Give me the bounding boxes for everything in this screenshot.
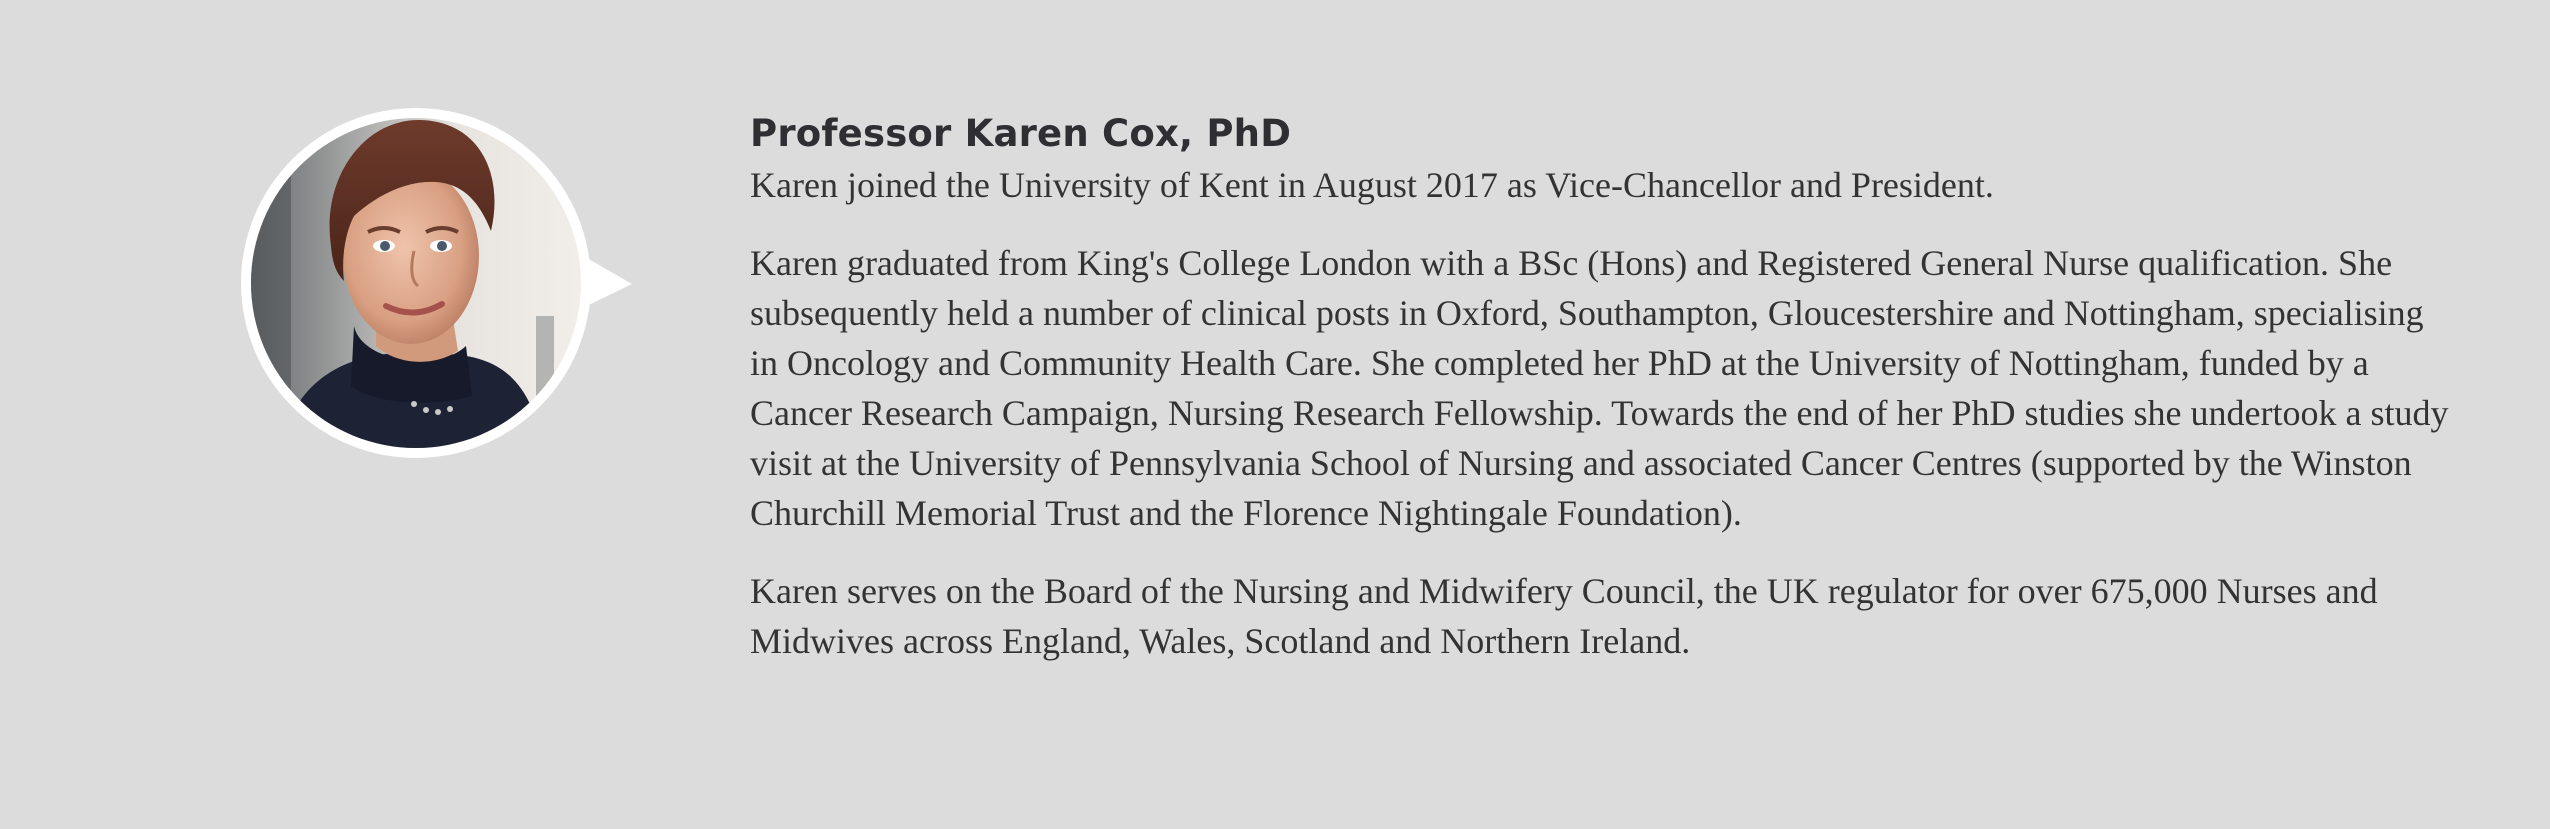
profile-photo (236, 106, 636, 466)
bio-paragraph-2: Karen graduated from King's College London with a BSc (Hons) and Registered General Nurse qualification. She subsequently held a number of clinical posts in Oxford, Southampton, Gloucestershire and Nottingham, specialising in Oncology and Community Health Care. She completed her PhD at the University of Nottingham, funded by a Cancer Research Campaign, Nursing Research Fellowship. Towards the end of her PhD studies she undertook a study visit at the University of Pennsylvania School of Nursing and associated Cancer Centres (supported by the Winston Churchill Memorial Trust and the Florence Nightingale Foundation). (750, 243, 2449, 533)
profile-name: Professor Karen Cox, PhD (750, 112, 1292, 155)
bio-paragraph-1: Karen joined the University of Kent in August 2017 as Vice-Chancellor and President. (750, 165, 1994, 205)
profile-photo-bubble (236, 106, 636, 466)
bio-paragraph-3: Karen serves on the Board of the Nursing and Midwifery Council, the UK regulator for over 675,000 Nurses and Midwives across England, Wales, Scotland and Northern Ireland. (750, 571, 2378, 661)
profile-bio (750, 108, 2450, 694)
